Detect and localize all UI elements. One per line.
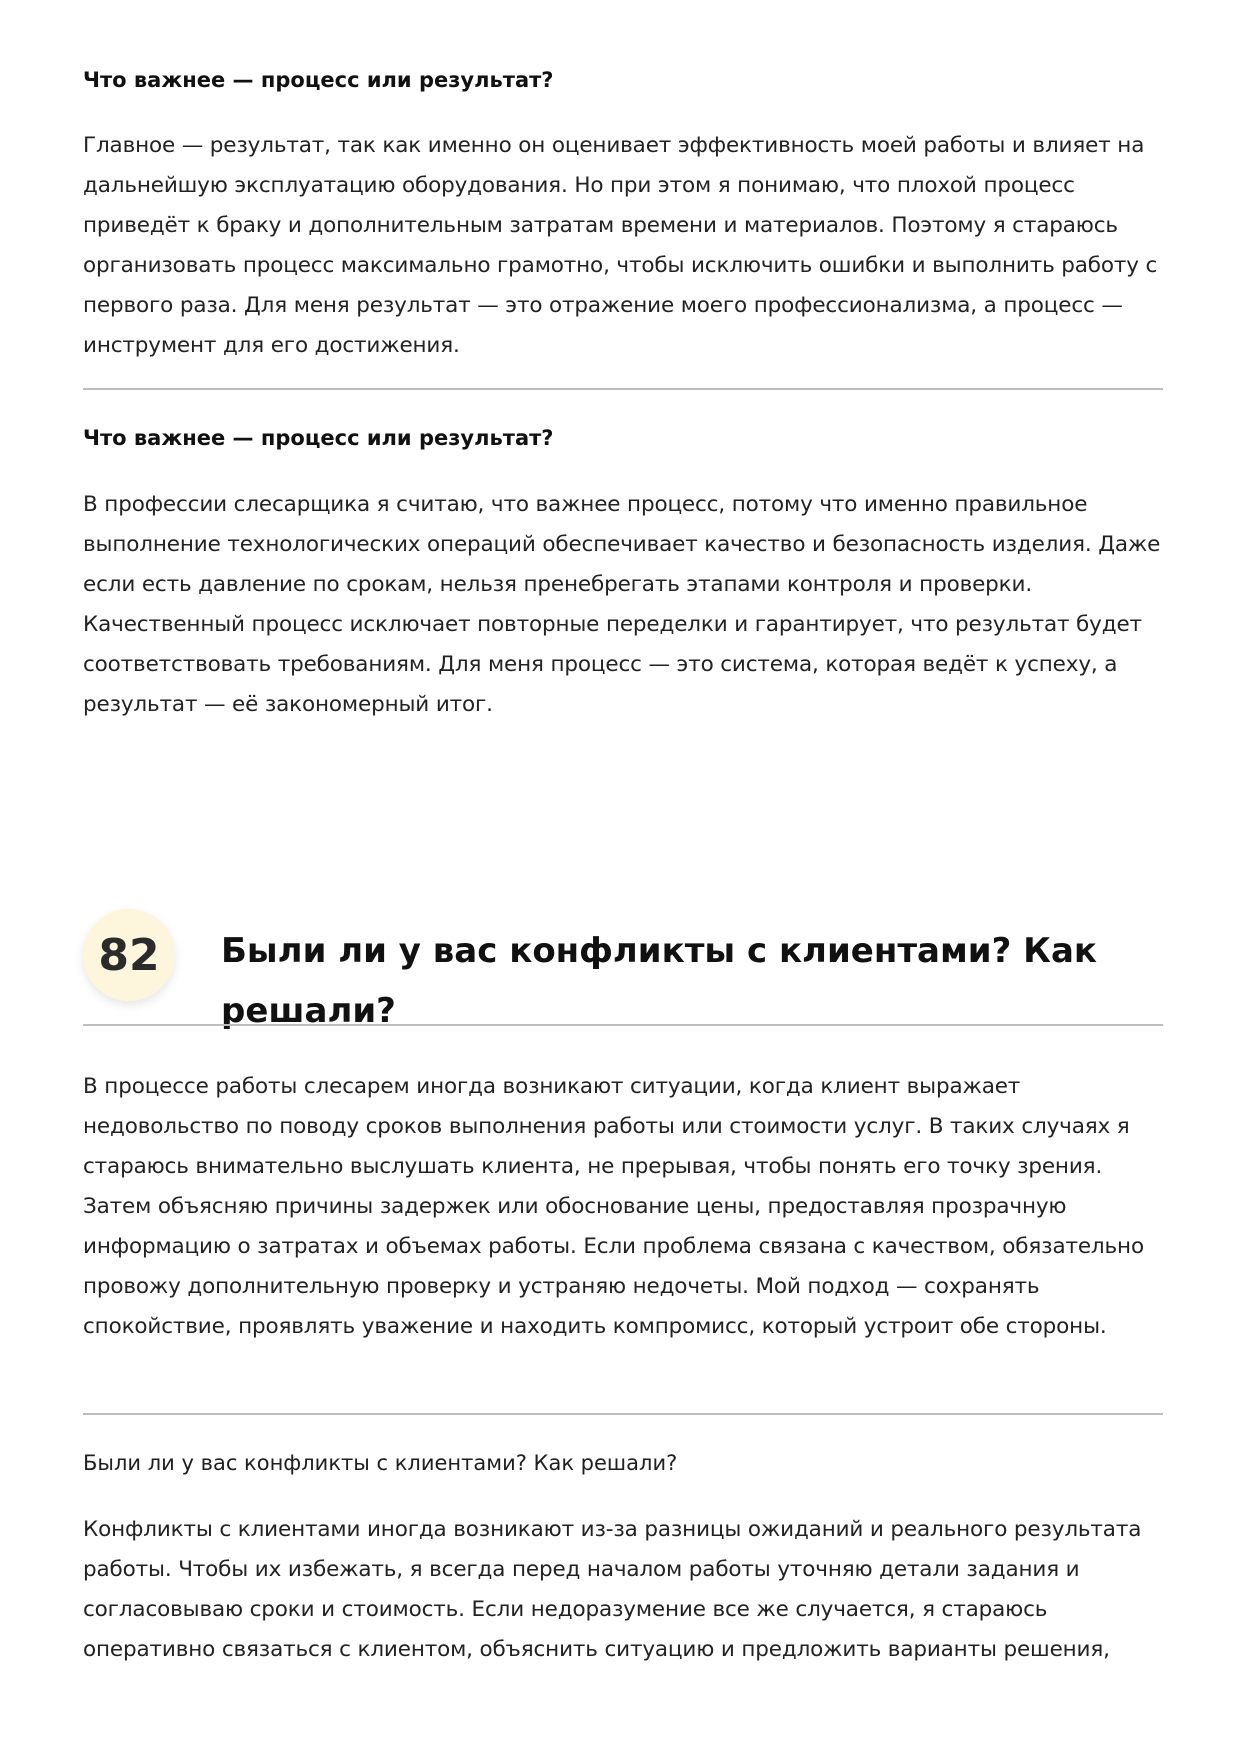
answer-text: В профессии слесарщика я считаю, что важнее процесс, потому что именно правильное выполнение технологических операций обеспечивает качество и безопасность изделия. Даже если есть давление по срокам, нельзя пренебрегать этапами контроля и проверки. Качественный процесс исключает повторные переделки и гарантирует, что результат будет соответствовать требованиям. Для меня процесс — это система, которая ведёт к успеху, а результат — её закономерный итог. [83,492,1161,717]
question-title: Были ли у вас конфликты с клиентами? Как решали? [83,1451,678,1475]
answer-text: Главное — результат, так как именно он оценивает эффективность моей работы и влияет на дальнейшую эксплуатацию оборудования. Но при этом я понимаю, что плохой процесс приведёт к браку и дополнительным затратам времени и материалов. Поэтому я стараюсь организовать процесс максимально грамотно, чтобы исключить ошибки и выполнить работу с первого раза. Для меня результат — это отражение моего профессионализма, а процесс — инструмент для его достижения. [83,133,1158,358]
question-title: Что важнее — процесс или результат? [83,426,554,450]
divider [83,1413,1163,1415]
section-divider [83,1024,1163,1026]
section-title: Были ли у вас конфликты с клиентами? Как решали? [221,931,1097,1032]
divider [83,388,1163,390]
question-title: Что важнее — процесс или результат? [83,68,554,92]
answer-text: В процессе работы слесарем иногда возникают ситуации, когда клиент выражает недовольство по поводу сроков выполнения работы или стоимости услуг. В таких случаях я стараюсь внимательно выслушать клиента, не прерывая, чтобы понять его точку зрения. Затем объясняю причины задержек или обоснование цены, предоставляя прозрачную информацию о затратах и объемах работы. Если проблема связана с качеством, обязательно провожу дополнительную проверку и устраняю недочеты. Мой подход — сохранять спокойствие, проявлять уважение и находить компромисс, который устроит обе стороны. [83,1074,1144,1339]
question-number-badge: 82 [83,909,175,1001]
section-header [83,893,1163,1032]
answer-text: Конфликты с клиентами иногда возникают из-за разницы ожиданий и реального результата работы. Чтобы их избежать, я всегда перед началом работы уточняю детали задания и согласовываю сроки и стоимость. Если недоразумение все же случается, я стараюсь оперативно связаться с клиентом, объяснить ситуацию и предложить варианты решения, [83,1517,1142,1662]
